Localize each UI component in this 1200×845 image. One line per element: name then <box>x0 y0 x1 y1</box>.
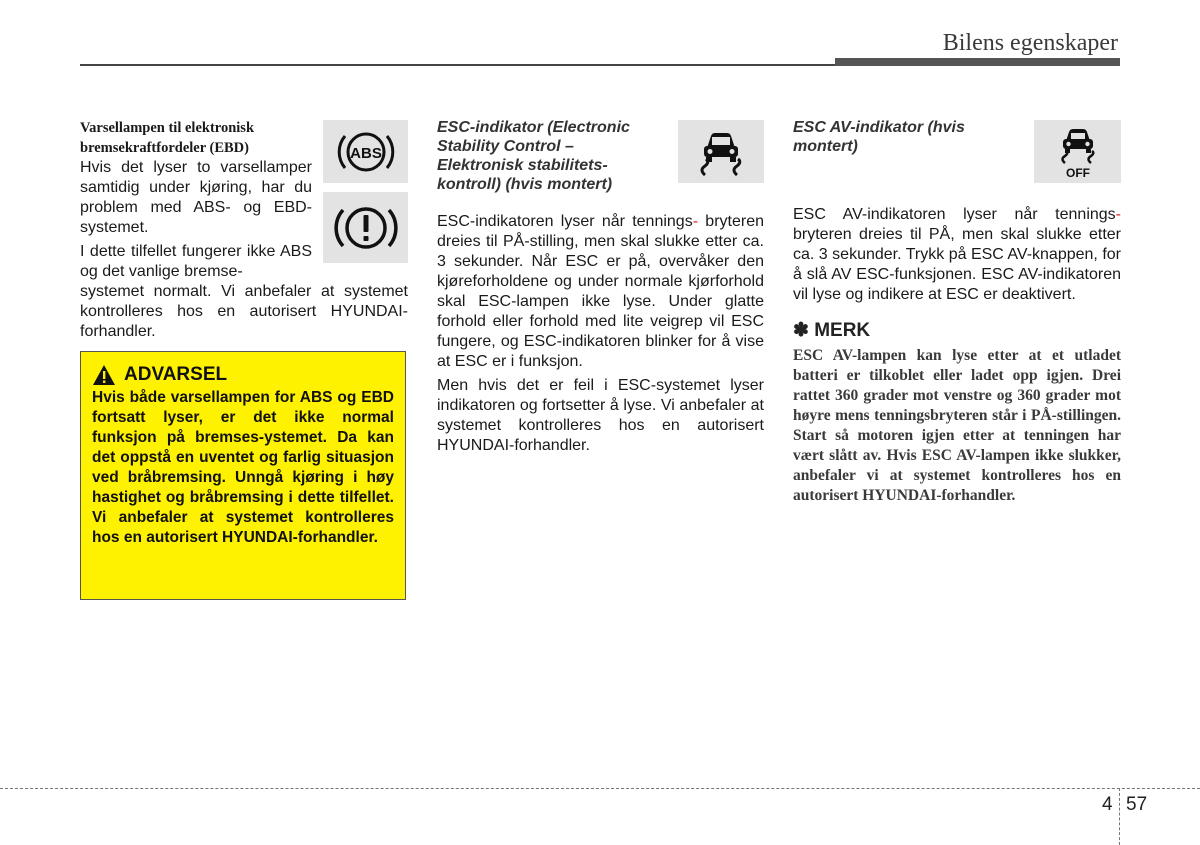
header-rule <box>80 64 835 66</box>
esc-indicator-icon <box>678 120 764 183</box>
page-header-title: Bilens egenskaper <box>942 30 1118 56</box>
ebd-section-title: Varsellampen til elektronisk bremsekraftfordeler (EBD) <box>80 120 255 156</box>
warning-title: ADVARSEL <box>124 364 228 385</box>
header-rule-thick <box>835 58 1120 66</box>
footer-rule <box>0 788 1200 789</box>
svg-text:ABS: ABS <box>349 144 382 162</box>
ebd-paragraph-2: I dette tilfellet fungerer ikke ABS og det vanlige bremse- <box>80 243 312 280</box>
note-title: ✽ MERK <box>793 320 871 341</box>
footer-divider <box>1119 788 1120 845</box>
warning-text: Hvis både varsellampen for ABS og EBD fortsatt lyser, er det ikke normal funksjon på bremses-ystemet. Da kan det oppstå en uventet og farlig situasjon ved bråbremsing. Unngå kjøring i høy hastighet og bråbremsing i dette tilfellet. Vi anbefaler at systemet kontrolleres hos en autorisert HYUNDAI-forhandler. <box>92 389 394 546</box>
esc-paragraph-2: Men hvis det er feil i ESC-systemet lyser indikatoren og fortsetter å lyse. Vi anbefaler at systemet kontrolleres hos en autorisert HYUNDAI-forhandler. <box>437 377 764 454</box>
warning-triangle-icon <box>92 364 116 386</box>
svg-text:OFF: OFF <box>1065 165 1090 180</box>
esc-off-indicator-icon <box>1034 120 1121 183</box>
warning-box <box>80 351 406 600</box>
esc-off-paragraph-1: ESC AV-indikatoren lyser når tennings- bryteren dreies til PÅ, men skal slukke etter ca. 3 sekunder. Trykk på ESC AV-knappen, for å slå AV ESC-funksjonen. ESC AV-indikatoren vil lyse og indikere at ESC er deaktivert. <box>793 206 1121 303</box>
chapter-number: 4 <box>1102 794 1113 815</box>
abs-warning-icon <box>323 120 408 183</box>
brake-warning-icon <box>323 192 408 263</box>
esc-off-section-title: ESC AV-indikator (hvis montert) <box>793 119 965 155</box>
page-number: 57 <box>1126 794 1148 815</box>
esc-paragraph-1: ESC-indikatoren lyser når tennings- bryteren dreies til PÅ-stilling, men skal slukke etter ca. 3 sekunder. Når ESC er på, overvåker den kjøreforholdene og under normale kjørforhold skal ESC-lampen ikke lyse. Under glatte forhold eller forhold med lite veigrep vil ESC fungere, og ESC-indikatoren blinker for å vise at ESC er i funksjon. <box>437 213 764 370</box>
ebd-paragraph-1: Hvis det lyser to varsellamper samtidig under kjøring, har du problem med ABS- og EBD-systemet. <box>80 159 312 236</box>
note-text: ESC AV-lampen kan lyse etter at et utladet batteri er tilkoblet eller ladet opp igjen. Drei rattet 360 grader mot venstre og 360 grader mot høyre mens tenningsbryteren står i PÅ-stillingen. Start så motoren igjen etter at tenningen har vært slått av. Hvis ESC AV-lampen ikke slukker, anbefaler vi at systemet kontrolleres hos en autorisert HYUNDAI-forhandler. <box>793 347 1121 504</box>
ebd-paragraph-2-cont: systemet normalt. Vi anbefaler at systemet kontrolleres hos en autorisert HYUNDAI-forhandler. <box>80 283 408 340</box>
esc-section-title: ESC-indikator (Electronic Stability Control – Elektronisk stabilitets-kontroll) (hvis montert) <box>437 119 630 193</box>
